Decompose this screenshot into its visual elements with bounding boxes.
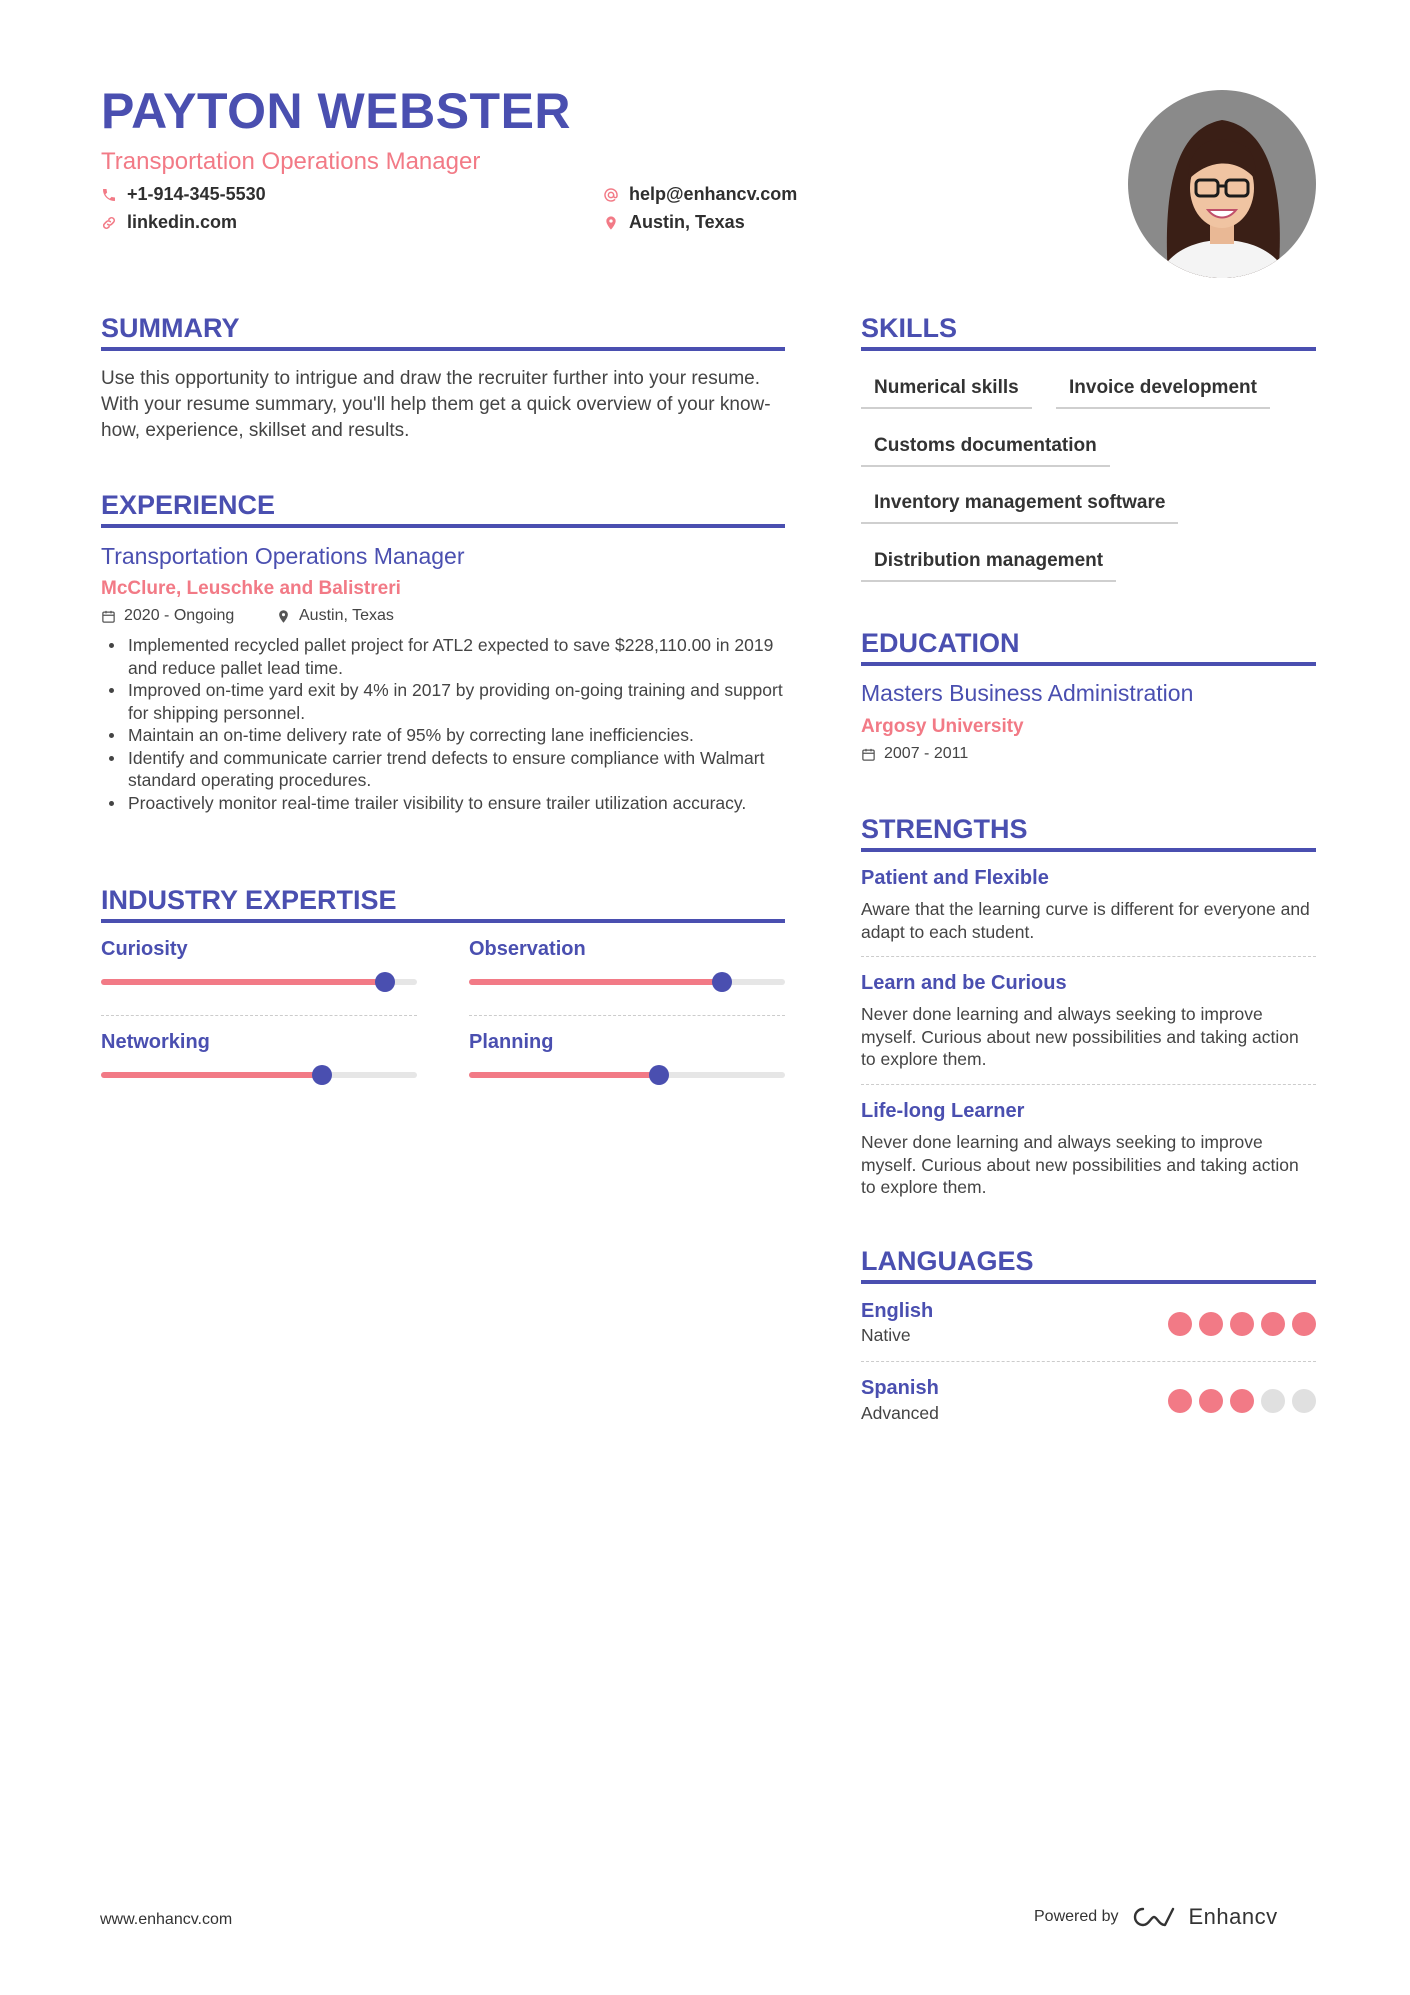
strengths-heading: STRENGTHS: [861, 814, 1028, 844]
skill-tag: Numerical skills: [861, 377, 1032, 409]
experience-location: [276, 607, 394, 625]
expertise-label: Observation: [469, 938, 586, 960]
rating-dot-filled: [1261, 1312, 1285, 1336]
expertise-bar-knob: [312, 1065, 332, 1085]
location-pin-icon: [276, 609, 291, 624]
phone-text: +1-914-345-5530: [127, 184, 266, 204]
education-dates: [861, 745, 968, 763]
experience-location-text: Austin, Texas: [299, 607, 394, 624]
skill-tag: Customs documentation: [861, 435, 1110, 467]
skills-rule: [861, 347, 1316, 351]
phone-icon: [101, 187, 117, 203]
skill-tag: Inventory management software: [861, 492, 1178, 524]
calendar-icon: [861, 747, 876, 762]
education-degree: Masters Business Administration: [861, 680, 1194, 706]
expertise-bar-fill: [101, 1072, 322, 1078]
language-name: Spanish: [861, 1377, 939, 1399]
divider: [469, 1015, 785, 1016]
expertise-bar-fill: [469, 979, 722, 985]
contact-email[interactable]: [603, 184, 797, 205]
list-item: Improved on-time yard exit by 4% in 2017 by providing on-going training and support for shipping personnel.: [101, 679, 791, 724]
expertise-bar-knob: [712, 972, 732, 992]
languages-heading: LANGUAGES: [861, 1246, 1034, 1276]
rating-dot-empty: [1292, 1389, 1316, 1413]
language-level: Advanced: [861, 1403, 939, 1423]
strengths-rule: [861, 848, 1316, 852]
expertise-bar-fill: [469, 1072, 659, 1078]
language-name: English: [861, 1300, 934, 1322]
rating-dot-empty: [1261, 1389, 1285, 1413]
rating-dot-filled: [1199, 1312, 1223, 1336]
experience-heading: EXPERIENCE: [101, 490, 276, 520]
strength-title: Patient and Flexible: [861, 867, 1049, 889]
expertise-bar: [101, 979, 417, 985]
skill-tag: Invoice development: [1056, 377, 1270, 409]
calendar-icon: [101, 609, 116, 624]
expertise-bar-knob: [375, 972, 395, 992]
divider: [861, 956, 1316, 957]
expertise-bar-fill: [101, 979, 385, 985]
divider: [861, 1361, 1316, 1362]
expertise-bar: [469, 1072, 785, 1078]
contact-phone[interactable]: [101, 184, 266, 205]
contact-location: [603, 212, 745, 233]
education-heading: EDUCATION: [861, 628, 1020, 658]
rating-dot-filled: [1230, 1312, 1254, 1336]
list-item: Maintain an on-time delivery rate of 95% by correcting lane inefficiencies.: [101, 724, 791, 747]
candidate-name: PAYTON WEBSTER: [101, 83, 572, 139]
summary-text: Use this opportunity to intrigue and draw the recruiter further into your resume. With your resume summary, you'll help them get a quick overview of your know-how, experience, skillset and results.: [101, 368, 771, 441]
expertise-heading: INDUSTRY EXPERTISE: [101, 885, 397, 915]
expertise-rule: [101, 919, 785, 923]
expertise-label: Networking: [101, 1031, 210, 1053]
powered-by-label: Powered by: [1034, 1908, 1119, 1925]
rating-dot-filled: [1199, 1389, 1223, 1413]
divider: [101, 1015, 417, 1016]
rating-dot-filled: [1168, 1389, 1192, 1413]
expertise-bar: [469, 979, 785, 985]
skill-tag: Distribution management: [861, 550, 1116, 582]
education-dates-text: 2007 - 2011: [884, 745, 969, 762]
education-rule: [861, 662, 1316, 666]
experience-company: McClure, Leuschke and Balistreri: [101, 578, 401, 599]
strength-title: Life-long Learner: [861, 1100, 1025, 1122]
footer-branding[interactable]: [1034, 1904, 1278, 1930]
experience-bullets: [101, 634, 791, 814]
candidate-title: Transportation Operations Manager: [101, 148, 481, 175]
profile-photo: [1128, 90, 1316, 278]
rating-dot-filled: [1230, 1389, 1254, 1413]
rating-dot-filled: [1168, 1312, 1192, 1336]
strength-desc: Aware that the learning curve is different for everyone and adapt to each student.: [861, 899, 1310, 942]
summary-rule: [101, 347, 785, 351]
languages-rule: [861, 1280, 1316, 1284]
at-icon: [603, 187, 619, 203]
language-level: Native: [861, 1325, 911, 1345]
email-text: help@enhancv.com: [629, 184, 798, 204]
footer-website[interactable]: www.enhancv.com: [100, 1911, 233, 1928]
expertise-label: Planning: [469, 1031, 554, 1053]
strength-desc: Never done learning and always seeking to improve myself. Curious about new possibilities and taking action to explore them.: [861, 1004, 1299, 1069]
divider: [861, 1084, 1316, 1085]
location-pin-icon: [603, 215, 619, 231]
link-icon: [101, 215, 117, 231]
rating-dot-filled: [1292, 1312, 1316, 1336]
list-item: Proactively monitor real-time trailer visibility to ensure trailer utilization accuracy.: [101, 792, 791, 815]
experience-dates-text: 2020 - Ongoing: [124, 607, 235, 624]
expertise-bar: [101, 1072, 417, 1078]
list-item: Implemented recycled pallet project for ATL2 expected to save $228,110.00 in 2019 and reduce pallet lead time.: [101, 634, 791, 679]
language-rating: [1168, 1312, 1316, 1336]
summary-heading: SUMMARY: [101, 313, 240, 343]
experience-dates: [101, 607, 234, 625]
language-rating: [1168, 1389, 1316, 1413]
brand-name: Enhancv: [1188, 1904, 1278, 1929]
expertise-label: Curiosity: [101, 938, 188, 960]
strength-desc: Never done learning and always seeking to improve myself. Curious about new possibilities and taking action to explore them.: [861, 1132, 1299, 1197]
skills-heading: SKILLS: [861, 313, 958, 343]
portrait-illustration: [1128, 90, 1316, 278]
contact-linkedin[interactable]: [101, 212, 237, 233]
list-item: Identify and communicate carrier trend defects to ensure compliance with Walmart standard operating procedures.: [101, 747, 791, 792]
expertise-bar-knob: [649, 1065, 669, 1085]
strength-title: Learn and be Curious: [861, 972, 1067, 994]
location-text: Austin, Texas: [629, 212, 745, 232]
linkedin-text: linkedin.com: [127, 212, 238, 232]
enhancv-logo-icon: [1131, 1905, 1177, 1929]
experience-rule: [101, 524, 785, 528]
experience-role: Transportation Operations Manager: [101, 543, 465, 569]
education-school: Argosy University: [861, 716, 1024, 737]
